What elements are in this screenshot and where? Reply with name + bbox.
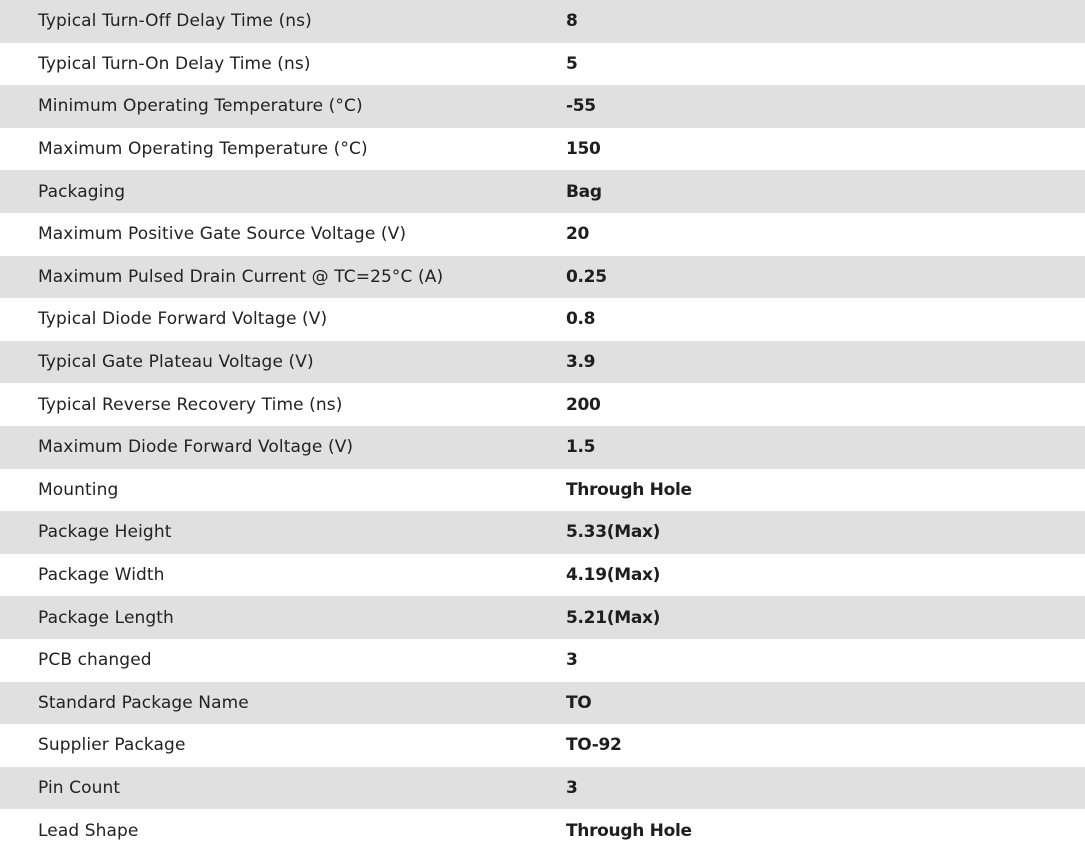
spec-label: Maximum Diode Forward Voltage (V) [38, 437, 354, 458]
spec-row [0, 128, 1085, 171]
spec-value: 200 [566, 394, 601, 415]
spec-value: Through Hole [566, 820, 692, 841]
spec-label: Supplier Package [38, 735, 186, 756]
spec-row [0, 767, 1085, 810]
spec-label: Lead Shape [38, 820, 139, 841]
spec-row [0, 639, 1085, 682]
spec-label: PCB changed [38, 650, 152, 671]
spec-value: 0.8 [566, 309, 596, 330]
spec-row [0, 554, 1085, 597]
spec-row [0, 383, 1085, 426]
spec-label: Packaging [38, 181, 126, 202]
spec-value: 5.33(Max) [566, 522, 661, 543]
spec-value: 1.5 [566, 437, 596, 458]
spec-value: 20 [566, 224, 590, 245]
spec-row [0, 85, 1085, 128]
spec-value: 3 [566, 650, 578, 671]
spec-label: Mounting [38, 479, 119, 500]
spec-row [0, 298, 1085, 341]
spec-label: Package Height [38, 522, 172, 543]
spec-label: Standard Package Name [38, 692, 249, 713]
spec-value: 5.21(Max) [566, 607, 661, 628]
spec-label: Minimum Operating Temperature (°C) [38, 96, 363, 117]
spec-value: Through Hole [566, 479, 692, 500]
spec-row [0, 469, 1085, 512]
spec-row [0, 170, 1085, 213]
spec-row [0, 213, 1085, 256]
spec-row [0, 596, 1085, 639]
spec-label: Package Length [38, 607, 174, 628]
spec-label: Typical Reverse Recovery Time (ns) [38, 394, 343, 415]
spec-row [0, 0, 1085, 43]
spec-row [0, 724, 1085, 767]
spec-value: 8 [566, 11, 578, 32]
spec-row [0, 511, 1085, 554]
spec-value: TO-92 [566, 735, 622, 756]
spec-row [0, 809, 1085, 852]
spec-label: Package Width [38, 565, 165, 586]
spec-value: 150 [566, 139, 601, 160]
spec-label: Maximum Positive Gate Source Voltage (V) [38, 224, 407, 245]
spec-row [0, 682, 1085, 725]
spec-label: Maximum Operating Temperature (°C) [38, 139, 368, 160]
spec-label: Typical Gate Plateau Voltage (V) [38, 352, 314, 373]
spec-value: 4.19(Max) [566, 565, 661, 586]
spec-value: 5 [566, 53, 578, 74]
spec-label: Typical Turn-On Delay Time (ns) [38, 53, 311, 74]
spec-row [0, 341, 1085, 384]
spec-label: Pin Count [38, 777, 121, 798]
spec-value: TO [566, 692, 592, 713]
spec-value: 3 [566, 777, 578, 798]
spec-row [0, 43, 1085, 86]
spec-label: Typical Diode Forward Voltage (V) [38, 309, 328, 330]
spec-value: 0.25 [566, 266, 607, 287]
spec-row [0, 426, 1085, 469]
spec-label: Maximum Pulsed Drain Current @ TC=25°C (A) [38, 266, 444, 287]
spec-value: Bag [566, 181, 602, 202]
spec-row [0, 256, 1085, 299]
spec-value: -55 [566, 96, 596, 117]
spec-value: 3.9 [566, 352, 596, 373]
spec-label: Typical Turn-Off Delay Time (ns) [38, 11, 312, 32]
